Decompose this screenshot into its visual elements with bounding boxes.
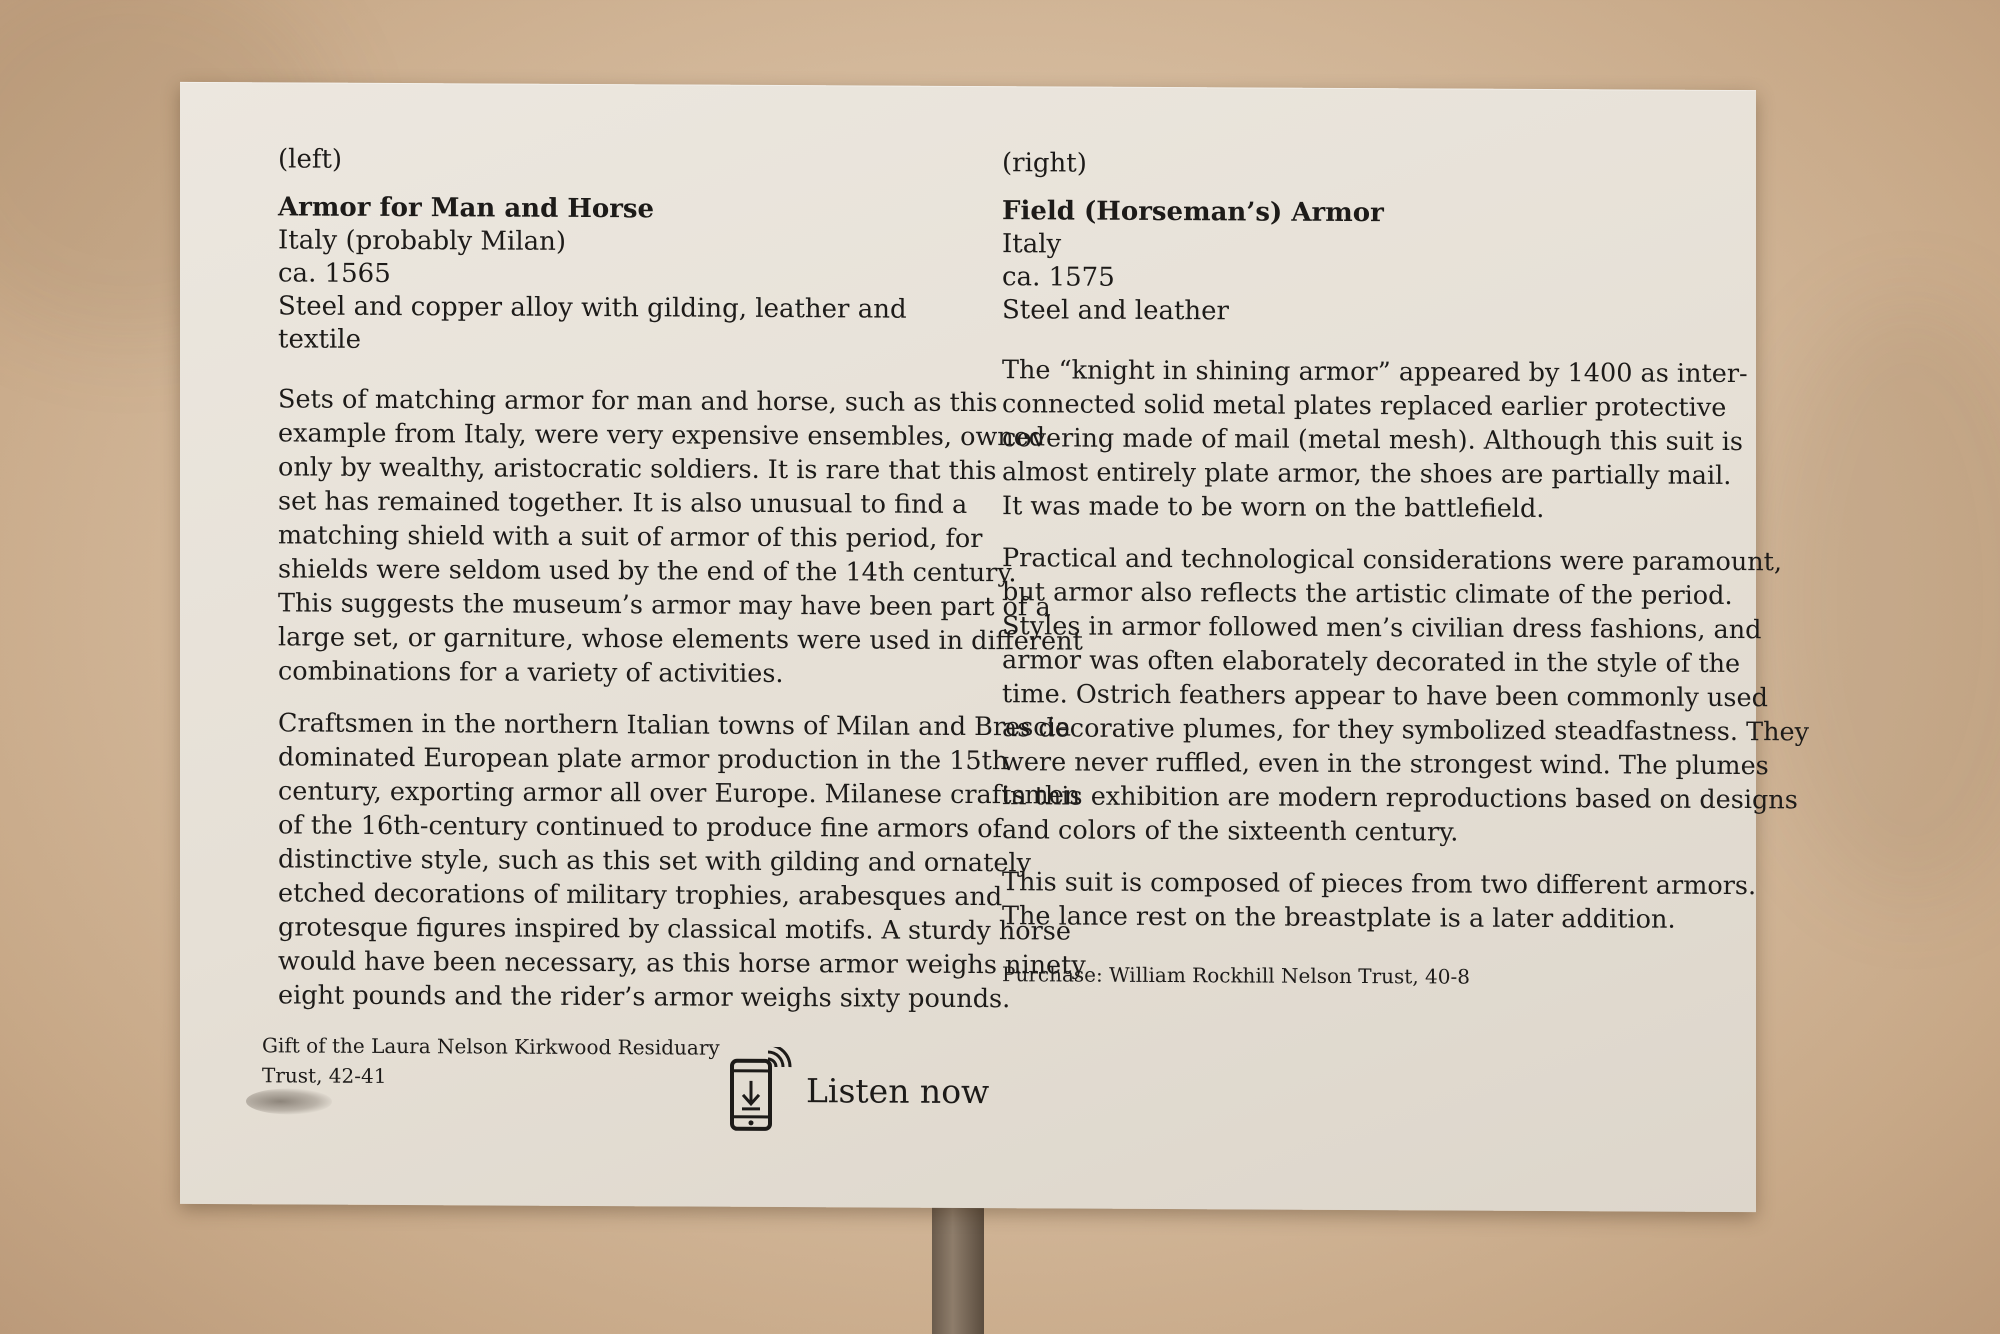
right-credit-line: Purchase: William Rockhill Nelson Trust, 40-8 [1002, 962, 1470, 989]
left-position-label: (left) [278, 144, 343, 175]
text-line: as decorative plumes, for they symbolized steadfastness. They [1002, 713, 1810, 748]
right-paragraph-2 [1002, 541, 1810, 851]
museum-placard [180, 82, 1810, 1212]
text-line: The “knight in shining armor” appeared by 1400 as inter- [1002, 355, 1748, 390]
text-line: combinations for a variety of activities. [278, 656, 784, 690]
text-line: matching shield with a suit of armor of this period, for [278, 520, 983, 555]
accession-smudge [246, 1088, 332, 1114]
right-paragraph-1 [1002, 353, 1748, 527]
credit-text: Trust, 42-41 [262, 1063, 387, 1088]
text-line: distinctive style, such as this set with gilding and ornately [278, 844, 1031, 879]
text-line: set has remained together. It is also unusual to find a [278, 486, 968, 520]
text-line: grotesque figures inspired by classical motifs. A sturdy horse [278, 912, 1071, 947]
text-line: Styles in armor followed men’s civilian dress fashions, and [1002, 611, 1762, 646]
text-line: example from Italy, were very expensive ensembles, owned [278, 418, 1046, 453]
right-object-label [1002, 146, 1810, 1013]
left-object-medium: Steel and copper alloy with gilding, leather and textile [278, 291, 907, 355]
left-paragraph-1 [278, 382, 1083, 692]
text-line: This suggests the museum’s armor may have been part of a [278, 588, 1051, 623]
right-paragraph-3 [1002, 865, 1757, 937]
right-object-origin: Italy [1002, 229, 1062, 260]
credit-text: Gift of the Laura Nelson Kirkwood Residuary [262, 1033, 720, 1060]
text-line: large set, or garniture, whose elements were used in different [278, 622, 1083, 657]
left-object-date: ca. 1565 [278, 258, 391, 289]
text-line: were never ruffled, even in the strongest wind. The plumes [1002, 747, 1769, 782]
text-line: Practical and technological considerations were paramount, [1002, 543, 1783, 578]
phone-audio-icon [728, 1047, 794, 1133]
text-line: and colors of the sixteenth century. [1002, 815, 1459, 848]
text-line: dominated European plate armor production in the 15th [278, 742, 1009, 777]
text-line: covering made of mail (metal mesh). Although this suit is [1002, 423, 1743, 458]
text-line: in this exhibition are modern reproductions based on designs [1002, 781, 1798, 816]
left-object-title: Armor for Man and Horse [278, 192, 655, 225]
right-object-date: ca. 1575 [1002, 262, 1115, 293]
left-paragraph-2 [278, 706, 1086, 1016]
text-line: but armor also reflects the artistic climate of the period. [1002, 577, 1733, 612]
text-line: etched decorations of military trophies, arabesques and [278, 878, 1003, 913]
text-line: of the 16th-century continued to produce fine armors of [278, 810, 1003, 845]
text-line: armor was often elaborately decorated in the style of the [1002, 645, 1741, 680]
text-line: century, exporting armor all over Europe. Milanese craftsmen [278, 776, 1081, 811]
placard-stand-pole [932, 1200, 984, 1334]
listen-now-label[interactable]: Listen now [806, 1070, 990, 1111]
left-credit-line [262, 1030, 720, 1092]
right-object-title: Field (Horseman’s) Armor [1002, 196, 1384, 229]
text-line: would have been necessary, as this horse armor weighs ninety [278, 946, 1086, 981]
text-line: Craftsmen in the northern Italian towns of Milan and Brescia [278, 708, 1071, 743]
text-line: This suit is composed of pieces from two different armors. [1002, 867, 1757, 902]
text-line: time. Ostrich feathers appear to have been commonly used [1002, 679, 1768, 714]
text-line: connected solid metal plates replaced earlier protective [1002, 389, 1727, 423]
text-line: shields were seldom used by the end of the 14th century. [278, 554, 1017, 589]
listen-now-audio-link[interactable] [728, 1047, 989, 1134]
text-line: only by wealthy, aristocratic soldiers. It is rare that this [278, 452, 997, 487]
text-line: It was made to be worn on the battlefield. [1002, 491, 1545, 525]
text-line: The lance rest on the breastplate is a later addition. [1002, 901, 1676, 935]
text-line: almost entirely plate armor, the shoes are partially mail. [1002, 457, 1732, 491]
text-line: eight pounds and the rider’s armor weighs sixty pounds. [278, 980, 1011, 1015]
text-line: Sets of matching armor for man and horse, such as this [278, 384, 998, 419]
right-position-label: (right) [1002, 148, 1087, 179]
left-object-origin: Italy (probably Milan) [278, 225, 567, 257]
right-object-medium: Steel and leather [1002, 295, 1229, 327]
